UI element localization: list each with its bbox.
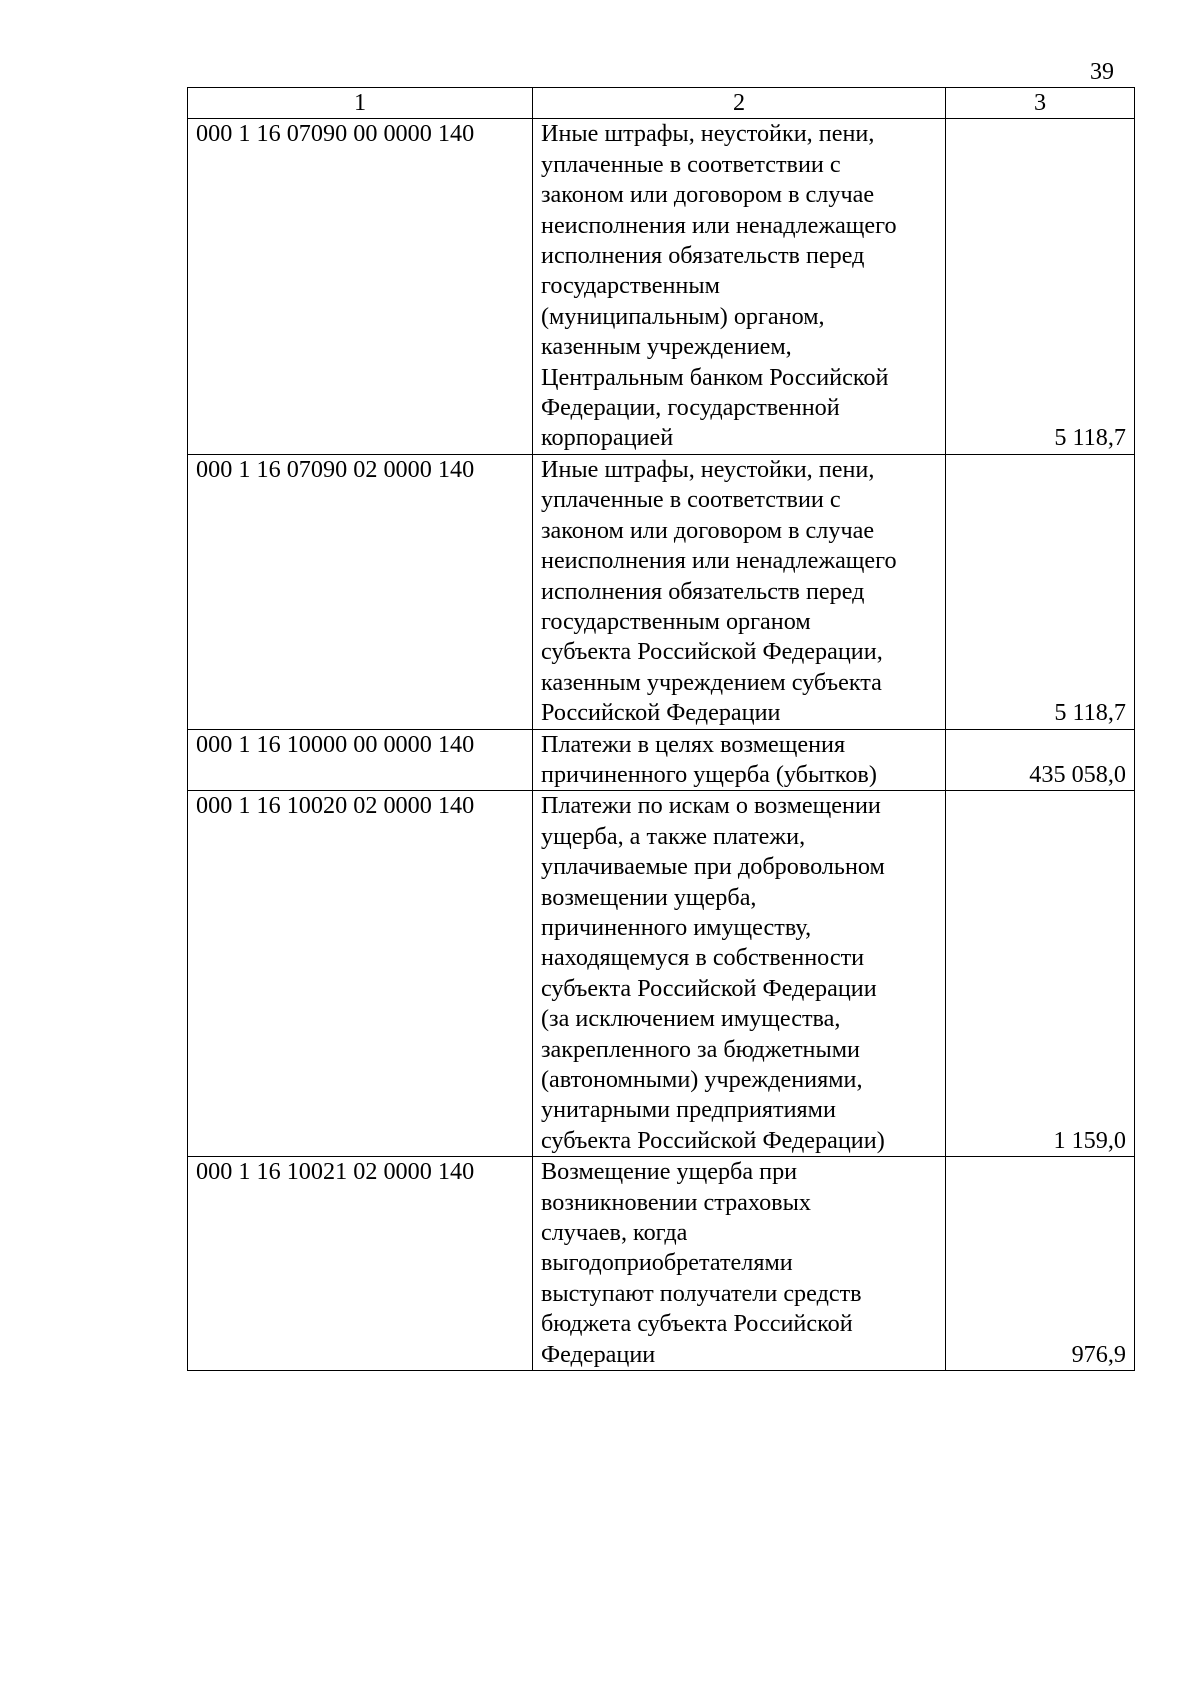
revenue-name-line: уплаченные в соответствии с <box>541 486 841 514</box>
revenue-name-cell <box>533 1157 946 1371</box>
revenue-name-line: неисполнения или ненадлежащего <box>541 547 897 575</box>
budget-code-cell: 000 1 16 10000 00 0000 140 <box>188 729 533 791</box>
revenue-name-line: Возмещение ущерба при <box>541 1158 798 1186</box>
revenue-name-line: причиненного имуществу, <box>541 913 812 941</box>
revenue-name-cell <box>533 454 946 729</box>
revenue-name-line: исполнения обязательств перед <box>541 577 865 605</box>
table-row <box>188 1157 1135 1371</box>
revenue-name-line: исполнения обязательств перед <box>541 242 865 270</box>
amount-cell: 1 159,0 <box>946 791 1135 1157</box>
revenue-name-line: причиненного ущерба (убытков) <box>541 760 877 788</box>
revenue-name-line: Российской Федерации <box>541 699 781 727</box>
revenue-name-line: унитарными предприятиями <box>541 1096 836 1124</box>
table-row <box>188 791 1135 1157</box>
revenue-name-line: бюджета субъекта Российской <box>541 1310 853 1338</box>
revenue-name-cell <box>533 791 946 1157</box>
amount-cell: 5 118,7 <box>946 119 1135 454</box>
revenue-name-line: субъекта Российской Федерации) <box>541 1126 885 1154</box>
column-header-code: 1 <box>188 88 533 119</box>
revenue-name-line: Иные штрафы, неустойки, пени, <box>541 120 875 148</box>
revenue-name-line: выгодоприобретателями <box>541 1249 793 1277</box>
revenue-name-line: Иные штрафы, неустойки, пени, <box>541 455 875 483</box>
revenue-name-line: (автономными) учреждениями, <box>541 1066 863 1093</box>
budget-code-cell: 000 1 16 07090 02 0000 140 <box>188 454 533 729</box>
amount-cell: 976,9 <box>946 1157 1135 1371</box>
budget-table <box>187 87 1135 1371</box>
revenue-name-line: (за исключением имущества, <box>541 1005 841 1033</box>
revenue-name-line: казенным учреждением субъекта <box>541 668 882 696</box>
column-header-amount: 3 <box>946 88 1135 119</box>
revenue-name-line: находящемуся в собственности <box>541 944 865 972</box>
revenue-name-line: ущерба, а также платежи, <box>541 822 806 850</box>
budget-code-cell: 000 1 16 10020 02 0000 140 <box>188 791 533 1157</box>
revenue-name-line: казенным учреждением, <box>541 333 792 361</box>
revenue-name-line: неисполнения или ненадлежащего <box>541 211 897 239</box>
revenue-name-cell <box>533 729 946 791</box>
revenue-name-line: субъекта Российской Федерации <box>541 974 877 1002</box>
budget-code-cell: 000 1 16 10021 02 0000 140 <box>188 1157 533 1371</box>
table-row <box>188 119 1135 454</box>
revenue-name-line: уплаченные в соответствии с <box>541 150 841 178</box>
column-header-name: 2 <box>533 88 946 119</box>
revenue-name-line: законом или договором в случае <box>541 181 875 209</box>
revenue-name-cell <box>533 119 946 454</box>
revenue-name-line: выступают получатели средств <box>541 1279 862 1307</box>
revenue-name-line: Федерации <box>541 1340 656 1368</box>
revenue-name-line: уплачиваемые при добровольном <box>541 853 885 881</box>
revenue-name-line: (муниципальным) органом, <box>541 302 825 330</box>
table-row <box>188 729 1135 791</box>
revenue-name-line: Платежи по искам о возмещении <box>541 792 881 820</box>
revenue-name-line: Платежи в целях возмещения <box>541 730 846 758</box>
revenue-name-line: возмещении ущерба, <box>541 883 757 911</box>
amount-cell: 5 118,7 <box>946 454 1135 729</box>
revenue-name-line: Центральным банком Российской <box>541 363 889 391</box>
revenue-name-line: корпорацией <box>541 424 674 452</box>
revenue-name-line: государственным <box>541 272 720 300</box>
revenue-name-line: законом или договором в случае <box>541 516 875 544</box>
revenue-name-line: случаев, когда <box>541 1219 688 1247</box>
budget-code-cell: 000 1 16 07090 00 0000 140 <box>188 119 533 454</box>
revenue-name-line: Федерации, государственной <box>541 394 840 422</box>
revenue-name-line: субъекта Российской Федерации, <box>541 638 883 666</box>
revenue-name-line: закрепленного за бюджетными <box>541 1035 860 1063</box>
table-row <box>188 454 1135 729</box>
header-row <box>188 88 1135 119</box>
table-body <box>188 119 1135 1371</box>
page-number: 39 <box>1090 59 1114 85</box>
revenue-name-line: государственным органом <box>541 607 811 635</box>
amount-cell: 435 058,0 <box>946 729 1135 791</box>
revenue-name-line: возникновении страховых <box>541 1188 811 1216</box>
